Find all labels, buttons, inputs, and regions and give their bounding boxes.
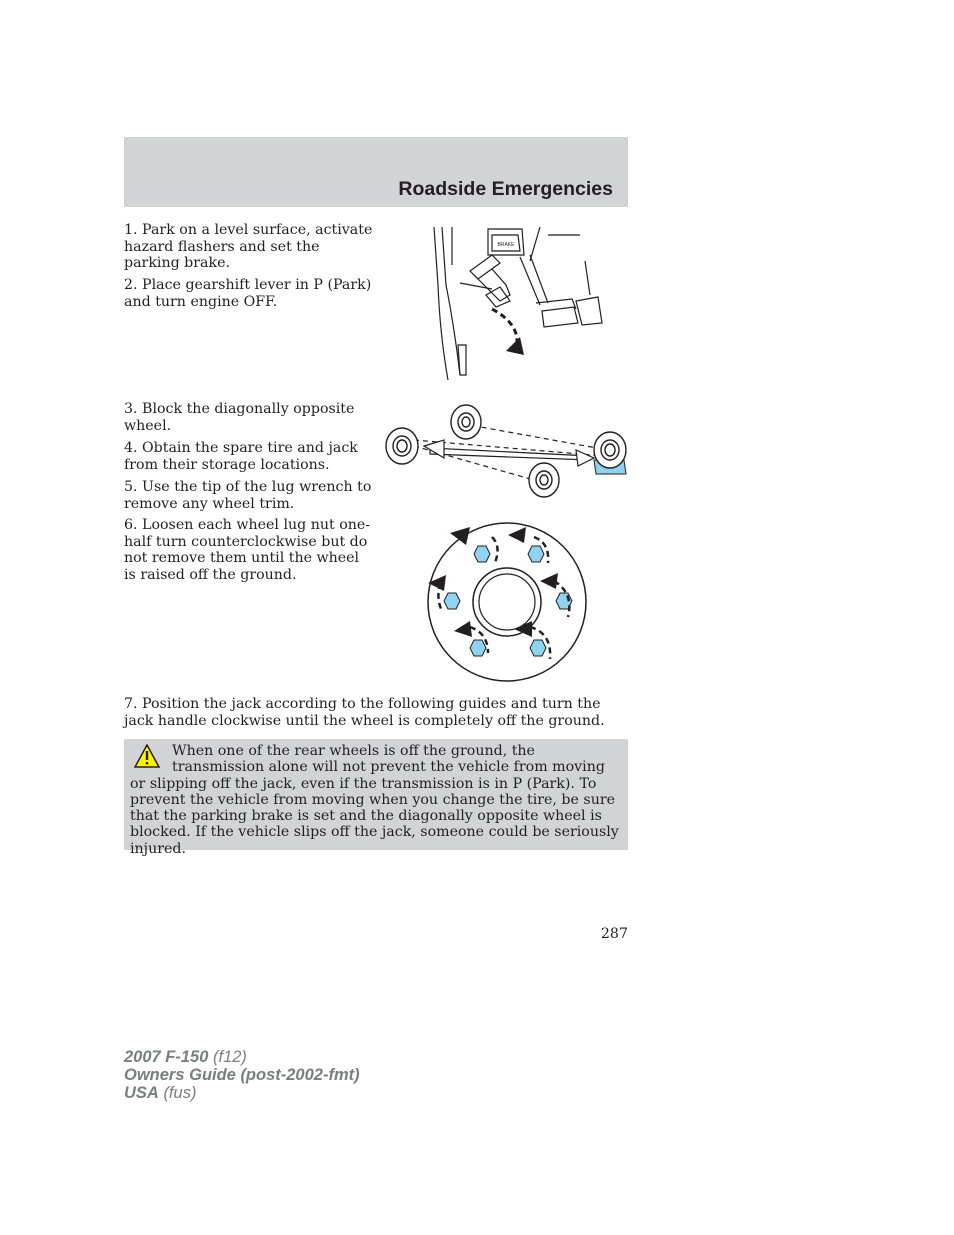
header-band — [124, 137, 628, 207]
lug-nut-illustration — [426, 521, 588, 683]
section-title: Roadside Emergencies — [398, 178, 613, 200]
step-3: 3. Block the diagonally opposite wheel. — [124, 401, 355, 434]
counterclockwise-arrow-icon — [428, 527, 558, 637]
parking-brake-illustration — [430, 225, 606, 385]
footer-model: 2007 F-150 — [124, 1048, 209, 1066]
step-7: 7. Position the jack according to the following guides and turn the jack handle clockwise until the wheel is completely off the ground. — [124, 696, 605, 729]
footer — [124, 1048, 360, 1102]
footer-market: USA — [124, 1084, 159, 1102]
step-2: 2. Place gearshift lever in P (Park) and turn engine OFF. — [124, 277, 372, 310]
footer-guide: Owners Guide (post-2002-fmt) — [124, 1066, 360, 1084]
footer-model-code: (f12) — [213, 1048, 247, 1066]
arrow-down-icon — [506, 337, 524, 355]
step-1: 1. Park on a level surface, activate hazard flashers and set the parking brake. — [124, 222, 373, 271]
warning-text: When one of the rear wheels is off the ground, the transmission alone will not prevent the vehicle from moving or slipping off the jack, even if the transmission is in P (Park). To prevent the vehicle from moving when you change the tire, be sure that the parking brake is set and the diagonally opposite wheel is blocked. If the vehicle slips off the jack, someone could be seriously injured. — [130, 743, 619, 857]
lug-nuts — [444, 546, 572, 656]
footer-market-code: (fus) — [163, 1084, 197, 1102]
step-6: 6. Loosen each wheel lug nut one-half turn counterclockwise but do not remove them until the wheel is raised off the ground. — [124, 517, 371, 583]
step-5: 5. Use the tip of the lug wrench to remove any wheel trim. — [124, 479, 372, 512]
warning-box — [124, 739, 628, 857]
page-number: 287 — [600, 926, 628, 942]
step-4: 4. Obtain the spare tire and jack from their storage locations. — [124, 440, 358, 473]
brake-pedal-label: BRAKE — [497, 242, 515, 248]
wheel-block-illustration — [384, 402, 630, 498]
